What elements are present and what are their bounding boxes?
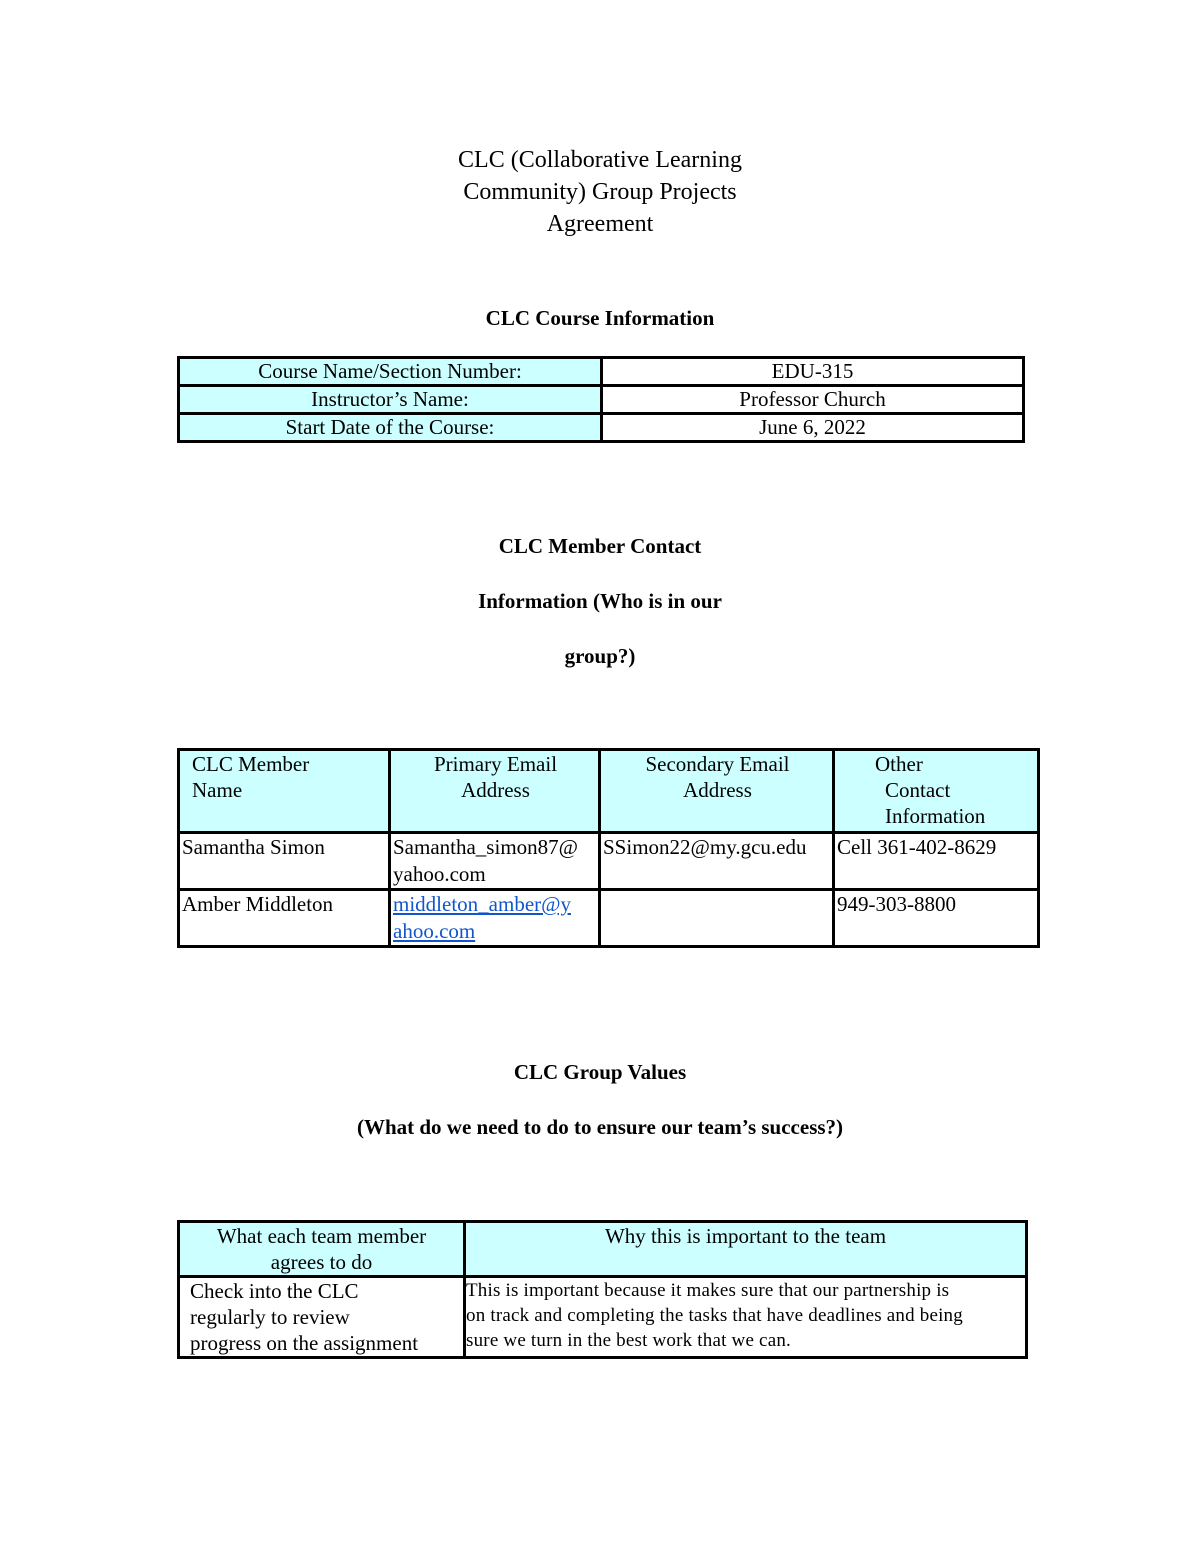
- instructor-value: Professor Church: [602, 386, 1024, 414]
- email-link[interactable]: middleton_amber@y: [393, 892, 571, 916]
- header-primary-email: [390, 750, 600, 833]
- table-row: [179, 890, 1039, 947]
- values-heading: CLC Group Values: [513, 1060, 687, 1084]
- start-date-label: Start Date of the Course:: [179, 414, 602, 442]
- importance-reason: [465, 1277, 1027, 1358]
- secondary-email: [600, 890, 834, 947]
- header-agrees-to-do: [179, 1222, 465, 1277]
- header-text: Name: [192, 778, 243, 802]
- title-line: Agreement: [546, 211, 654, 237]
- member-heading-line: CLC Member Contact: [498, 534, 702, 558]
- other-contact: Cell 361-402-8629: [834, 833, 1039, 890]
- header-other-contact: [834, 750, 1039, 833]
- header-member-name: [179, 750, 390, 833]
- primary-email: [390, 890, 600, 947]
- header-text: What each team member: [216, 1224, 427, 1248]
- table-row: [179, 414, 1024, 442]
- secondary-email: SSimon22@my.gcu.edu: [600, 833, 834, 890]
- course-name-value: EDU-315: [602, 358, 1024, 386]
- title-line: Community) Group Projects: [463, 179, 737, 205]
- table-header-row: [179, 750, 1039, 833]
- values-subheading: (What do we need to do to ensure our team’s success?): [356, 1115, 844, 1139]
- header-text: Address: [683, 778, 752, 802]
- email-link[interactable]: ahoo.com: [393, 919, 476, 943]
- title-line: CLC (Collaborative Learning: [458, 147, 742, 173]
- start-date-value: June 6, 2022: [602, 414, 1024, 442]
- member-name: Samantha Simon: [179, 833, 390, 890]
- instructor-label: Instructor’s Name:: [179, 386, 602, 414]
- header-text: agrees to do: [270, 1250, 373, 1274]
- header-text: Information: [885, 804, 986, 828]
- email-text: yahoo.com: [393, 862, 486, 886]
- table-row: [179, 833, 1039, 890]
- member-heading-line: group?): [564, 644, 636, 668]
- other-contact: 949-303-8800: [834, 890, 1039, 947]
- reason-text: This is important because it makes sure that our partnership is: [466, 1280, 950, 1301]
- primary-email: [390, 833, 600, 890]
- email-text: Samantha_simon87@: [393, 835, 578, 859]
- course-name-label: Course Name/Section Number:: [179, 358, 602, 386]
- table-row: [179, 358, 1024, 386]
- table-header-row: [179, 1222, 1027, 1277]
- course-info-heading: CLC Course Information: [485, 306, 715, 330]
- member-heading-line: Information (Who is in our: [478, 589, 722, 613]
- member-name: Amber Middleton: [179, 890, 390, 947]
- header-secondary-email: [600, 750, 834, 833]
- header-text: Address: [461, 778, 530, 802]
- agreement-text: regularly to review: [190, 1305, 350, 1329]
- agreement-text: Check into the CLC: [190, 1279, 359, 1303]
- header-text: Secondary Email: [645, 752, 790, 776]
- reason-text: on track and completing the tasks that have deadlines and being: [466, 1305, 963, 1326]
- table-row: [179, 1277, 1027, 1358]
- table-row: [179, 386, 1024, 414]
- header-text: Contact: [885, 778, 951, 802]
- header-text: Primary Email: [433, 752, 558, 776]
- course-info-table: [177, 356, 1025, 443]
- header-text: CLC Member: [192, 752, 310, 776]
- member-contact-table: [177, 748, 1040, 948]
- header-why-important: Why this is important to the team: [465, 1222, 1027, 1277]
- document-title: [0, 144, 1200, 240]
- reason-text: sure we turn in the best work that we can.: [466, 1330, 791, 1351]
- agreement-item: [179, 1277, 465, 1358]
- group-values-table: [177, 1220, 1028, 1359]
- header-text: Other: [875, 752, 923, 776]
- agreement-text: progress on the assignment: [190, 1331, 419, 1355]
